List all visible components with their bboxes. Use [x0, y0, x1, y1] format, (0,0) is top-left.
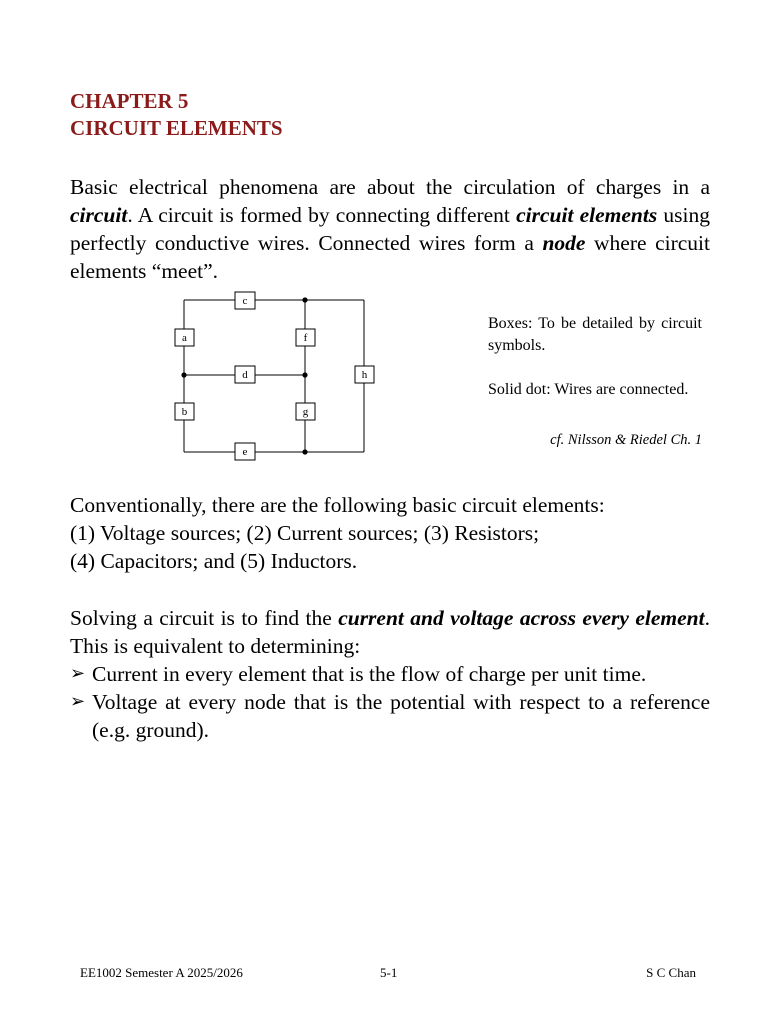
term-circuit: circuit: [70, 203, 128, 227]
element-label-c: c: [242, 295, 248, 307]
junction-dot: [181, 372, 186, 377]
footer-page-number: 5-1: [380, 965, 398, 980]
circuit-diagram: [170, 288, 380, 464]
junction-dot: [302, 449, 307, 454]
bullet-list: [70, 660, 710, 744]
citation: cf. Nilsson & Riedel Ch. 1: [550, 432, 702, 448]
element-box-a: [175, 329, 194, 346]
footer-course: EE1002 Semester A 2025/2026: [80, 965, 243, 980]
element-box-b: [175, 403, 194, 420]
solving-paragraph: [70, 604, 710, 660]
bullet-text: Voltage at every node that is the potential with respect to a reference (e.g. ground).: [92, 690, 710, 742]
element-box-f: [296, 329, 315, 346]
arrow-bullet-icon: ➢: [70, 663, 86, 684]
elements-paragraph: [70, 491, 710, 575]
note-boxes: Boxes: To be detailed by circuit symbols.: [488, 315, 702, 354]
list-item: [70, 688, 710, 744]
arrow-bullet-icon: ➢: [70, 691, 86, 712]
footer-author: S C Chan: [646, 965, 696, 980]
element-label-g: g: [302, 406, 309, 418]
element-box-g: [296, 403, 315, 420]
element-box-e: [235, 443, 255, 460]
solving-emphasis: current and voltage across every element: [338, 606, 705, 630]
element-label-e: e: [242, 446, 248, 458]
note-solid-dot: Solid dot: Wires are connected.: [488, 381, 689, 398]
chapter-title: [70, 88, 283, 142]
solving-text-2: . This is equivalent to determining:: [70, 606, 710, 658]
junction-dot: [302, 372, 307, 377]
element-label-d: d: [242, 369, 248, 381]
intro-paragraph: [70, 173, 710, 285]
chapter-name: CIRCUIT ELEMENTS: [70, 116, 283, 140]
bullet-text: Current in every element that is the flow of charge per unit time.: [92, 662, 647, 686]
junction-dot: [302, 297, 307, 302]
element-label-a: a: [182, 332, 187, 344]
element-box-c: [235, 292, 255, 309]
intro-text-3: using perfectly conductive wires. Connected wires form a: [70, 203, 711, 255]
element-label-h: h: [361, 369, 368, 381]
intro-text-1: Basic electrical phenomena are about the circulation of charges in a: [70, 175, 710, 199]
elements-line-2: (1) Voltage sources; (2) Current sources; (3) Resistors;: [70, 521, 540, 545]
term-node: node: [542, 231, 586, 255]
elements-line-1: Conventionally, there are the following basic circuit elements:: [70, 493, 605, 517]
intro-text-4: where circuit elements “meet”.: [70, 231, 710, 283]
chapter-number: CHAPTER 5: [70, 89, 189, 113]
list-item: [70, 660, 710, 688]
element-box-d: [235, 366, 255, 383]
term-circuit-elements: circuit elements: [516, 203, 658, 227]
circuit-wires: [181, 300, 364, 452]
element-label-f: f: [303, 332, 308, 344]
element-box-h: [355, 366, 374, 383]
element-label-b: b: [181, 406, 188, 418]
elements-line-3: (4) Capacitors; and (5) Inductors.: [70, 549, 358, 573]
solving-text-1: Solving a circuit is to find the: [70, 606, 339, 630]
intro-text-2: . A circuit is formed by connecting different: [127, 203, 517, 227]
